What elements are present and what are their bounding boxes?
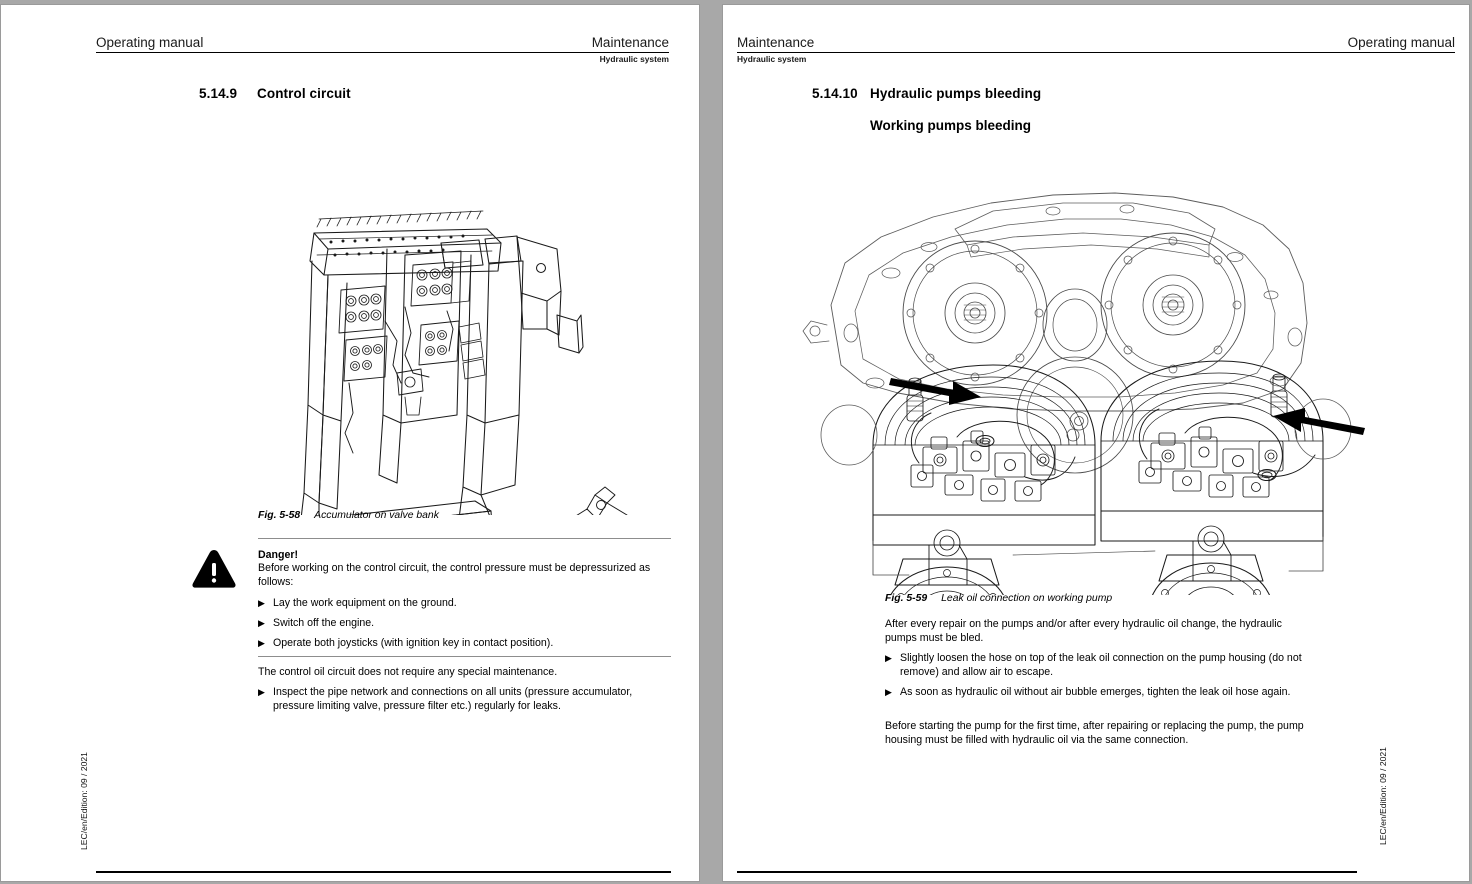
danger-step-1-text: Lay the work equipment on the ground. [273,597,457,609]
danger-triangle-icon [191,548,237,590]
bleeding-step-1-text: Slightly loosen the hose on top of the leak oil connection on the pump housing (do not remove) and allow air to escape. [900,652,1302,679]
figure-caption-5-58 [258,510,439,521]
header-right-text: Maintenance [591,35,669,50]
header-left-text: Maintenance [737,35,815,50]
page-right [722,4,1470,882]
edition-stamp-right: LEC/en/Edition: 09 / 2021 [1378,747,1388,845]
bleeding-step-1 [885,651,1307,679]
danger-step-3-text: Operate both joysticks (with ignition key in contact position). [273,637,554,649]
bullet-triangle-icon: ▶ [258,638,265,648]
bullet-triangle-icon: ▶ [885,687,892,697]
header-subtitle: Hydraulic system [737,53,807,64]
figure-caption-text: Leak oil connection on working pump [941,593,1113,604]
figure-label: Fig. 5-59 [885,593,928,604]
bleeding-outro-paragraph: Before starting the pump for the first time, after repairing or replacing the pump, the pump housing must be filled with hydraulic oil via the same connection. [885,720,1304,747]
danger-intro: Before working on the control circuit, the control pressure must be depressurized as follows: [258,562,651,589]
header-right-text: Operating manual [1347,35,1455,50]
danger-rule-bottom [258,656,671,657]
danger-title: Danger! [258,549,299,561]
section-number: 5.14.10 [812,86,858,101]
section-title: Hydraulic pumps bleeding [870,86,1042,101]
edition-stamp-left: LEC/en/Edition: 09 / 2021 [79,752,89,850]
footer-rule-right [737,871,1357,873]
danger-step-3 [258,636,671,651]
header-left-text: Operating manual [96,35,204,50]
page-gutter [700,0,722,884]
bullet-triangle-icon: ▶ [885,653,892,663]
figure-caption-5-59 [885,593,1112,604]
figure-caption-text: Accumulator on valve bank [314,510,439,521]
section-number: 5.14.9 [199,86,238,101]
bleeding-step-2-text: As soon as hydraulic oil without air bubble emerges, tighten the leak oil hose again. [900,686,1291,698]
bleeding-step-2 [885,685,1307,700]
section-title: Control circuit [257,86,351,101]
header-row [96,35,669,53]
danger-step-2 [258,616,671,631]
header-subtitle: Hydraulic system [599,53,669,64]
bullet-triangle-icon: ▶ [258,687,265,697]
bullet-triangle-icon: ▶ [258,598,265,608]
maintenance-step-1 [258,685,671,713]
maintenance-paragraph: The control oil circuit does not require any special maintenance. [258,666,558,678]
header-row [737,35,1455,53]
section-heading-hydraulic-pumps-bleeding [812,86,1041,101]
callout-arrow-left [889,378,981,405]
running-header-right [737,35,1455,64]
running-header-left [96,35,669,64]
footer-rule-left [96,871,671,873]
section-heading-control-circuit [199,86,351,101]
subsection-title-working-pumps-bleeding: Working pumps bleeding [870,118,1032,133]
danger-rule-top [258,538,671,539]
danger-step-2-text: Switch off the engine. [273,617,375,629]
figure-label: Fig. 5-58 [258,510,301,521]
bleeding-intro-paragraph: After every repair on the pumps and/or after every hydraulic oil change, the hydraulic pumps must be bled. [885,618,1282,645]
maintenance-step-1-text: Inspect the pipe network and connections on all units (pressure accumulator, pressure limiting valve, pressure filter etc.) regularly for leaks. [273,686,633,713]
danger-step-1 [258,596,671,611]
page-left [0,4,700,882]
bullet-triangle-icon: ▶ [258,618,265,628]
